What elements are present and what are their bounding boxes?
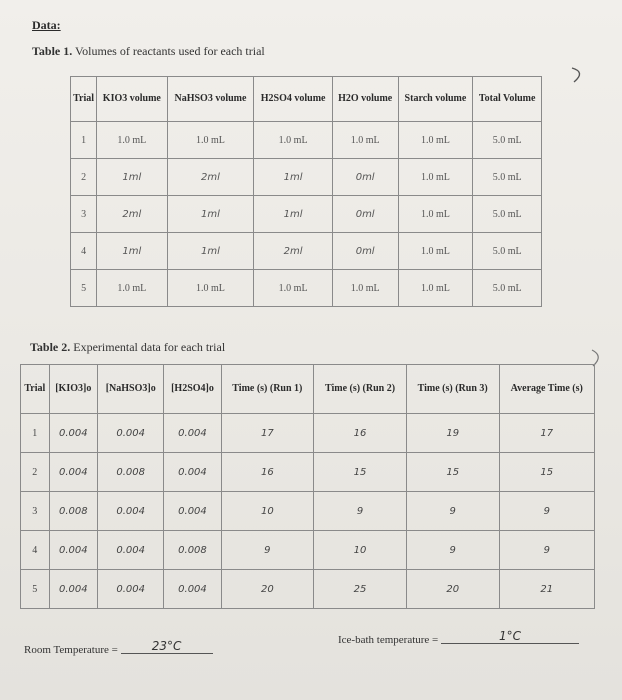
table-row [21,453,595,492]
time-run3-cell: 9 [406,531,499,570]
col-header-nahso3-volume: NaHSO3 volume [167,77,254,122]
experimental-table-header-row [21,365,595,414]
table2-caption-label: Table 2. [30,340,71,354]
room-temperature-field [24,639,213,657]
kio3-conc-cell: 0.004 [49,453,97,492]
nahso3-conc-cell: 0.004 [97,414,163,453]
col-header-h2so4-volume: H2SO4 volume [254,77,332,122]
room-temperature-label: Room Temperature = [24,644,118,656]
room-temperature-value: 23°C [121,639,213,654]
h2so4-conc-cell: 0.004 [164,570,221,609]
h2so4-volume-cell: 1.0 mL [254,270,332,307]
nahso3-volume-cell: 1ml [167,233,254,270]
ice-bath-temperature-field [338,629,579,647]
experimental-data-table [20,364,595,609]
table-row [21,531,595,570]
nahso3-conc-cell: 0.004 [97,492,163,531]
trial-cell: 3 [21,492,50,531]
trial-cell: 4 [21,531,50,570]
time-run2-cell: 15 [314,453,407,492]
table2-caption [30,340,225,355]
ice-bath-temperature-label: Ice-bath temperature = [338,634,439,646]
page-curl-mark [568,64,590,86]
starch-volume-cell: 1.0 mL [398,233,473,270]
starch-volume-cell: 1.0 mL [398,122,473,159]
col-header-nahso3-conc: [NaHSO3]o [97,365,163,414]
time-run1-cell: 20 [221,570,314,609]
h2o-volume-cell: 0ml [332,233,398,270]
kio3-conc-cell: 0.008 [49,492,97,531]
data-heading: Data: [32,18,61,32]
time-run1-cell: 9 [221,531,314,570]
total-volume-cell: 5.0 mL [473,159,542,196]
table2-caption-text: Experimental data for each trial [73,340,226,354]
table1-caption [32,44,265,59]
table-row [71,233,542,270]
nahso3-volume-cell: 1.0 mL [167,122,254,159]
nahso3-volume-cell: 1ml [167,196,254,233]
volumes-table [70,76,542,307]
col-header-h2o-volume: H2O volume [332,77,398,122]
total-volume-cell: 5.0 mL [473,196,542,233]
time-run3-cell: 15 [406,453,499,492]
table-row [21,492,595,531]
col-header-average-time: Average Time (s) [499,365,594,414]
h2so4-conc-cell: 0.008 [164,531,221,570]
starch-volume-cell: 1.0 mL [398,270,473,307]
average-time-cell: 9 [499,492,594,531]
volumes-table-header-row [71,77,542,122]
h2so4-conc-cell: 0.004 [164,492,221,531]
h2so4-volume-cell: 1ml [254,196,332,233]
col-header-total-volume: Total Volume [473,77,542,122]
time-run3-cell: 9 [406,492,499,531]
h2o-volume-cell: 0ml [332,196,398,233]
col-header-kio3-volume: KIO3 volume [97,77,167,122]
average-time-cell: 9 [499,531,594,570]
col-header-trial: Trial [71,77,97,122]
average-time-cell: 21 [499,570,594,609]
kio3-volume-cell: 1ml [97,233,167,270]
col-header-kio3-conc: [KIO3]o [49,365,97,414]
trial-cell: 4 [71,233,97,270]
table-row [71,159,542,196]
h2so4-volume-cell: 2ml [254,233,332,270]
trial-cell: 1 [21,414,50,453]
ice-bath-temperature-value: 1°C [441,629,579,644]
kio3-conc-cell: 0.004 [49,531,97,570]
col-header-time-run2: Time (s) (Run 2) [314,365,407,414]
table-row [71,122,542,159]
trial-cell: 3 [71,196,97,233]
trial-cell: 5 [21,570,50,609]
trial-cell: 5 [71,270,97,307]
table-row [71,196,542,233]
kio3-conc-cell: 0.004 [49,570,97,609]
average-time-cell: 15 [499,453,594,492]
time-run1-cell: 16 [221,453,314,492]
table-row [71,270,542,307]
table-row [21,414,595,453]
h2so4-volume-cell: 1ml [254,159,332,196]
total-volume-cell: 5.0 mL [473,270,542,307]
time-run3-cell: 20 [406,570,499,609]
h2so4-conc-cell: 0.004 [164,414,221,453]
table1-caption-text: Volumes of reactants used for each trial [75,44,265,58]
kio3-volume-cell: 2ml [97,196,167,233]
nahso3-volume-cell: 2ml [167,159,254,196]
starch-volume-cell: 1.0 mL [398,196,473,233]
nahso3-conc-cell: 0.008 [97,453,163,492]
kio3-volume-cell: 1.0 mL [97,270,167,307]
time-run2-cell: 16 [314,414,407,453]
time-run1-cell: 10 [221,492,314,531]
h2so4-conc-cell: 0.004 [164,453,221,492]
h2so4-volume-cell: 1.0 mL [254,122,332,159]
trial-cell: 2 [71,159,97,196]
table1-caption-label: Table 1. [32,44,73,58]
time-run1-cell: 17 [221,414,314,453]
h2o-volume-cell: 0ml [332,159,398,196]
time-run2-cell: 10 [314,531,407,570]
h2o-volume-cell: 1.0 mL [332,122,398,159]
kio3-conc-cell: 0.004 [49,414,97,453]
time-run2-cell: 9 [314,492,407,531]
nahso3-conc-cell: 0.004 [97,531,163,570]
table-row [21,570,595,609]
total-volume-cell: 5.0 mL [473,233,542,270]
average-time-cell: 17 [499,414,594,453]
nahso3-conc-cell: 0.004 [97,570,163,609]
col-header-time-run1: Time (s) (Run 1) [221,365,314,414]
col-header-trial: Trial [21,365,50,414]
h2o-volume-cell: 1.0 mL [332,270,398,307]
trial-cell: 1 [71,122,97,159]
trial-cell: 2 [21,453,50,492]
kio3-volume-cell: 1.0 mL [97,122,167,159]
time-run3-cell: 19 [406,414,499,453]
starch-volume-cell: 1.0 mL [398,159,473,196]
total-volume-cell: 5.0 mL [473,122,542,159]
col-header-starch-volume: Starch volume [398,77,473,122]
time-run2-cell: 25 [314,570,407,609]
nahso3-volume-cell: 1.0 mL [167,270,254,307]
kio3-volume-cell: 1ml [97,159,167,196]
col-header-time-run3: Time (s) (Run 3) [406,365,499,414]
col-header-h2so4-conc: [H2SO4]o [164,365,221,414]
